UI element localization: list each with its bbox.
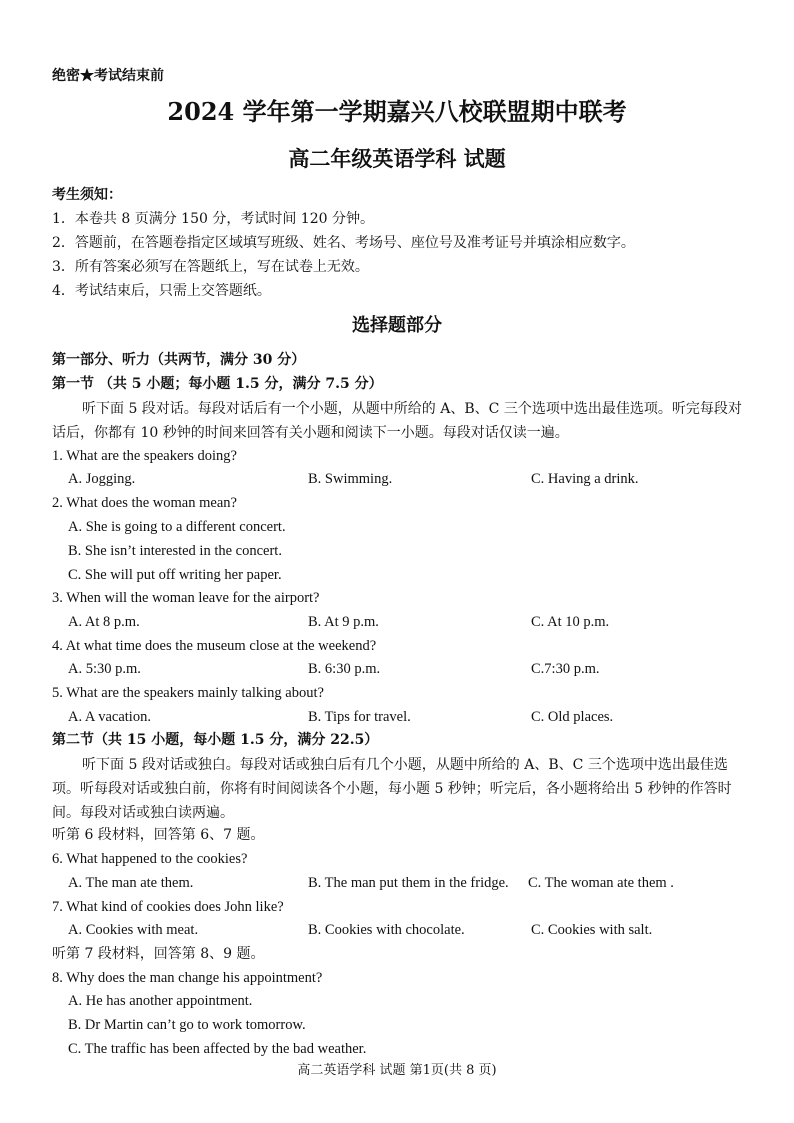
question-stem: 1. What are the speakers doing?: [52, 448, 237, 464]
option-a: A. The man ate them.: [68, 875, 194, 891]
option-a: A. She is going to a different concert.: [68, 519, 286, 535]
section2-heading: 第二节（共 15 小题，每小题 1.5 分，满分 22.5）: [52, 732, 379, 748]
option-a: A. Jogging.: [68, 471, 136, 487]
question-stem: 8. Why does the man change his appointment?: [52, 970, 323, 986]
material-note-7: 听第 7 段材料，回答第 8、9 题。: [52, 946, 265, 962]
option-c: C.7:30 p.m.: [531, 661, 600, 677]
section-title: 选择题部分: [352, 315, 442, 336]
option-a: A. He has another appointment.: [68, 993, 253, 1009]
notice-heading: 考生须知：: [52, 187, 122, 203]
section1-instructions: 听下面 5 段对话。每段对话后有一个小题，从题中所给的 A、B、C 三个选项中选出最佳选项。听完每段对话后，你都有 10 秒钟的时间来回答有关小题和阅读下一小题。每段对话仅读一遍。: [52, 401, 742, 441]
option-c: C. She will put off writing her paper.: [68, 567, 282, 583]
part1-heading: 第一部分、听力（共两节，满分 30 分）: [52, 352, 306, 368]
option-b: B. The man put them in the fridge.: [308, 875, 509, 891]
option-c: C. The woman ate them .: [528, 875, 674, 891]
option-c: C. The traffic has been affected by the bad weather.: [68, 1041, 367, 1057]
page-footer: 高二英语学科 试题 第1页(共 8 页): [297, 1063, 497, 1078]
option-b: B. 6:30 p.m.: [308, 661, 381, 677]
option-b: B. At 9 p.m.: [308, 614, 379, 630]
question-stem: 7. What kind of cookies does John like?: [52, 899, 284, 915]
option-a: A. At 8 p.m.: [68, 614, 140, 630]
option-b: B. She isn’t interested in the concert.: [68, 543, 282, 559]
option-b: B. Cookies with chocolate.: [308, 922, 465, 938]
notice-item-4: 4．考试结束后，只需上交答题纸。: [52, 283, 271, 299]
question-stem: 2. What does the woman mean?: [52, 495, 237, 511]
exam-subtitle: 高二年级英语学科 试题: [288, 146, 506, 171]
notice-item-2: 2．答题前，在答题卷指定区域填写班级、姓名、考场号、座位号及准考证号并填涂相应数字。: [52, 235, 635, 251]
option-a: A. 5:30 p.m.: [68, 661, 141, 677]
notice-item-3: 3．所有答案必须写在答题纸上，写在试卷上无效。: [52, 259, 369, 275]
notice-item-1: 1．本卷共 8 页满分 150 分，考试时间 120 分钟。: [52, 211, 374, 227]
option-c: C. Cookies with salt.: [531, 922, 653, 938]
option-a: A. A vacation.: [68, 709, 151, 725]
secret-label: 绝密★考试结束前: [52, 68, 164, 84]
option-b: B. Dr Martin can’t go to work tomorrow.: [68, 1017, 306, 1033]
option-b: B. Tips for travel.: [308, 709, 411, 725]
exam-title: 2024 学年第一学期嘉兴八校联盟期中联考: [167, 97, 627, 126]
material-note-6: 听第 6 段材料，回答第 6、7 题。: [52, 827, 265, 843]
section1-heading: 第一节 （共 5 小题；每小题 1.5 分，满分 7.5 分）: [52, 376, 383, 392]
question-stem: 5. What are the speakers mainly talking about?: [52, 685, 324, 701]
question-stem: 6. What happened to the cookies?: [52, 851, 248, 867]
option-c: C. At 10 p.m.: [531, 614, 610, 630]
option-c: C. Old places.: [531, 709, 614, 725]
option-b: B. Swimming.: [308, 471, 393, 487]
section2-instructions: 听下面 5 段对话或独白。每段对话或独白后有几个小题，从题中所给的 A、B、C 三个选项中选出最佳选项。听每段对话或独白前，你将有时间阅读各个小题，每小题 5 秒钟；听完后，各小题将给出 5 秒钟的作答时间。每段对话或独白读两遍。: [52, 757, 732, 821]
question-stem: 4. At what time does the museum close at the weekend?: [52, 638, 377, 654]
option-c: C. Having a drink.: [531, 471, 639, 487]
question-stem: 3. When will the woman leave for the airport?: [52, 590, 320, 606]
option-a: A. Cookies with meat.: [68, 922, 199, 938]
